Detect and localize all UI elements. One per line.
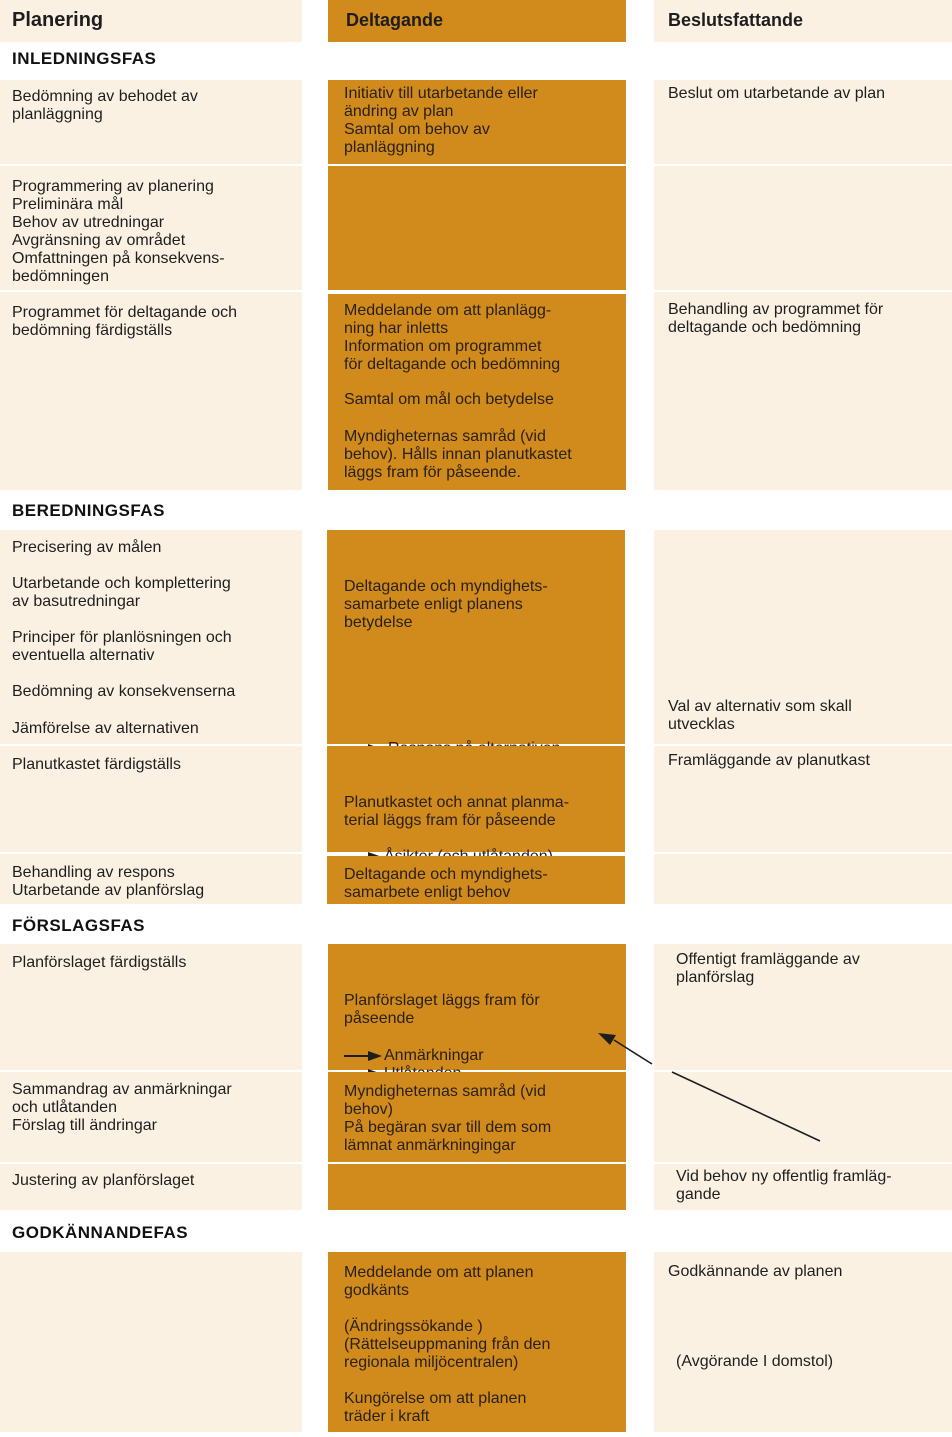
deltagande-cell-a2 [328,166,626,290]
header-deltagande: Deltagande [346,10,444,30]
deltagande-c2: Myndigheternas samråd (vid behov) På begäran svar till dem som lämnat anmärkningingar [344,1083,552,1154]
beslut-a3: Behandling av programmet för deltagande och bedömning [668,301,884,336]
header-beslutsfattande: Beslutsfattande [668,10,804,30]
phase-beredningsfas: BEREDNINGSFAS [12,501,165,520]
deltagande-d1: Meddelande om att planen godkänts [344,1264,534,1299]
planering-a1: Bedömning av behodet av planläggning [12,88,198,123]
deltagande-a3a: Meddelande om att planlägg- ning har inletts Information om programmet för deltagande och bedömning [344,302,561,373]
deltagande-cell-b1 [327,530,625,744]
planering-b5: Jämförelse av alternativen [12,720,199,737]
deltagande-b3a: Planutkastet och annat planma- terial läggs fram för påseende [344,794,570,829]
deltagande-a3c: Myndigheternas samråd (vid behov). Hålls innan planutkastet läggs fram för påseende. [344,428,572,481]
phase-forslagsfas: FÖRSLAGSFAS [12,916,146,935]
beslut-b1: Val av alternativ som skall utvecklas [668,698,852,733]
planering-b7: Behandling av respons Utarbetande av planförslag [12,864,205,899]
deltagande-d2: (Ändringssökande ) (Rättelseuppmaning från den regionala miljöcentralen) [344,1318,551,1371]
planering-c3: Justering av planförslaget [12,1172,195,1189]
planering-b1: Precisering av målen [12,539,162,556]
deltagande-b1: Deltagande och myndighets- samarbete enligt planens betydelse [344,578,548,631]
feedback-arrow-icon [590,1030,830,1145]
beslut-c2: Vid behov ny offentlig framläg- gande [676,1168,892,1203]
beslut-c1: Offentigt framläggande av planförslag [676,951,860,986]
deltagande-b4: Deltagande och myndighets- samarbete enligt behov [344,866,548,901]
deltagande-cell-c3 [328,1164,626,1210]
beslut-b2: Framläggande av planutkast [668,752,870,769]
beslut-cell-b3 [654,854,952,904]
planering-c1: Planförslaget färdigställs [12,954,187,971]
beslut-a1: Beslut om utarbetande av plan [668,85,886,102]
planering-a2: Programmering av planering Preliminära mål Behov av utredningar Avgränsning av området Omfattningen på konsekvens- bedömningen [12,178,225,285]
beslut-cell-a2 [654,166,952,290]
phase-inledningsfas: INLEDNINGSFAS [12,49,157,68]
deltagande-c1: Planförslaget läggs fram för påseende [344,992,540,1027]
deltagande-d3: Kungörelse om att planen träder i kraft [344,1390,527,1425]
deltagande-a3b: Samtal om mål och betydelse [344,391,554,408]
planering-b3: Principer för planlösningen och eventuella alternativ [12,629,232,664]
beslut-d2: (Avgörande I domstol) [676,1353,834,1370]
planering-b4: Bedömning av konsekvenserna [12,683,236,700]
planering-cell-d1 [0,1252,302,1432]
planering-c2: Sammandrag av anmärkningar och utlåtanden Förslag till ändringar [12,1081,232,1134]
header-planering: Planering [12,9,104,31]
deltagande-c1b: Anmärkningar [384,1047,484,1064]
deltagande-a1: Initiativ till utarbetande eller ändring av plan Samtal om behov av planläggning [344,85,538,156]
planering-b2: Utarbetande och komplettering av basutredningar [12,575,231,610]
planering-a3: Programmet för deltagande och bedömning färdigställs [12,304,238,339]
planering-b6: Planutkastet färdigställs [12,756,181,773]
phase-godkannandefas: GODKÄNNANDEFAS [12,1223,189,1242]
beslut-d1: Godkännande av planen [668,1263,843,1280]
